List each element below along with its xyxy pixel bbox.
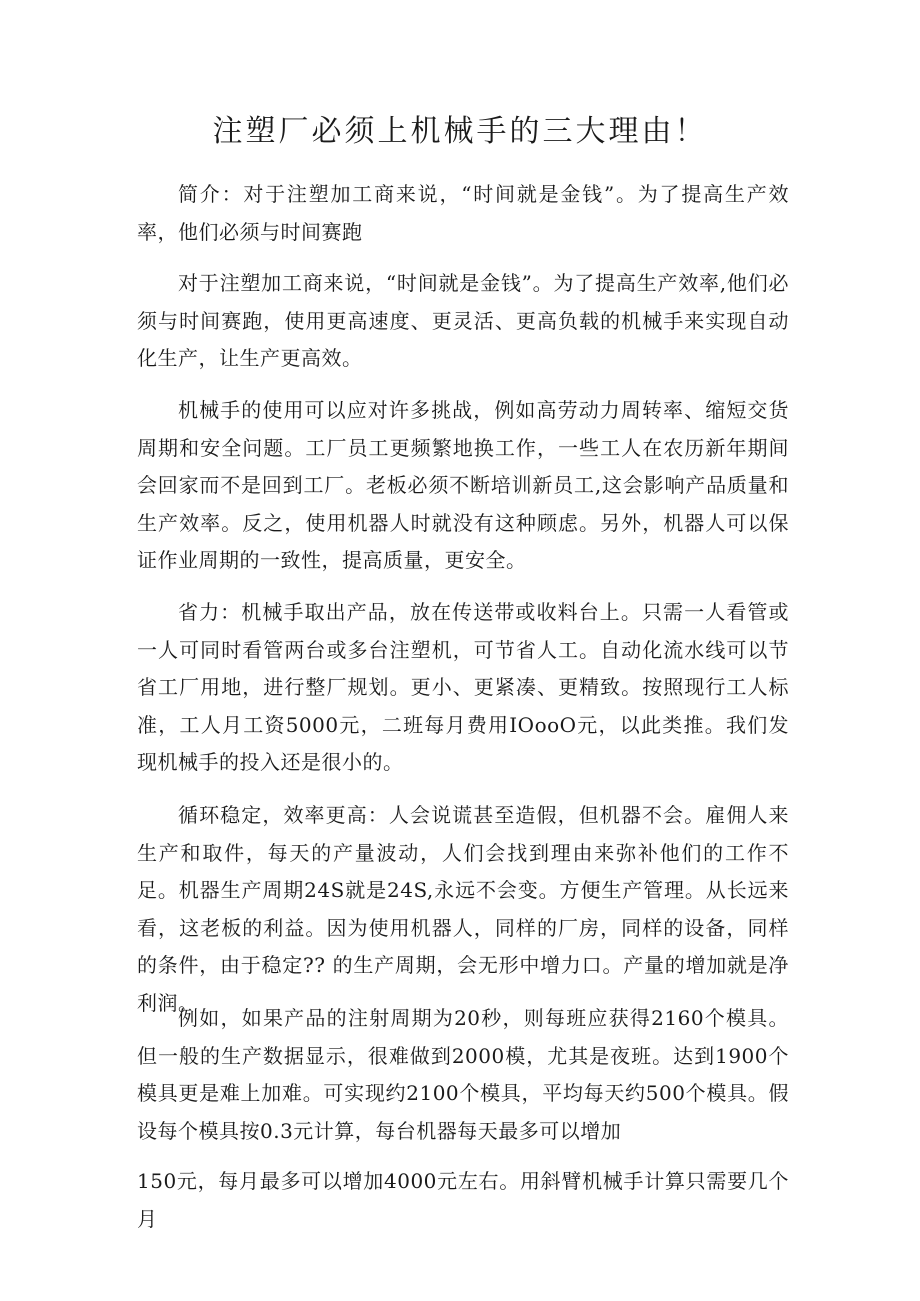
paragraph-labor-saving: 省力：机械手取出产品，放在传送带或收料台上。只需一人看管或一人可同时看管两台或多台注塑机，可节省人工。自动化流水线可以节省工厂用地，进行整厂规划。更小、更紧凑、更精致。按照现行工人标准，工人月工资5000元，二班每月费用IOooO元，以此类推。我们发现机械手的投入还是很小的。 bbox=[137, 600, 789, 774]
paragraph-challenges: 机械手的使用可以应对许多挑战，例如高劳动力周转率、缩短交货周期和安全问题。工厂员工更频繁地换工作，一些工人在农历新年期间会回家而不是回到工厂。老板必须不断培训新员工,这会影响产品质量和生产效率。反之，使用机器人时就没有这种顾虑。另外，机器人可以保证作业周期的一致性，提高质量，更安全。 bbox=[137, 398, 789, 572]
paragraph-stable-cycle: 循环稳定，效率更高：人会说谎甚至造假，但机器不会。雇佣人来生产和取件，每天的产量波动，人们会找到理由来弥补他们的工作不足。机器生产周期24S就是24S,永远不会变。方便生产管理。从长远来看，这老板的利益。因为使用机器人，同样的厂房，同样的设备，同样的条件，由于稳定?? 的生产周期，会无形中增力口。产量的增加就是净利润。 bbox=[137, 803, 789, 1015]
intro-paragraph: 简介：对于注塑加工商来说，“时间就是金钱”。为了提高生产效率，他们必须与时间赛跑 bbox=[137, 182, 789, 244]
paragraph-time-is-money: 对于注塑加工商来说，“时间就是金钱”。为了提高生产效率,他们必须与时间赛跑，使用更高速度、更灵活、更高负载的机械手来实现自动化生产，让生产更高效。 bbox=[137, 271, 789, 370]
paragraph-continuation: 150元，每月最多可以增加4000元左右。用斜臂机械手计算只需要几个月 bbox=[137, 1169, 789, 1231]
paragraph-example: 例如，如果产品的注射周期为20秒，则每班应获得2160个模具。但一般的生产数据显示，很难做到2000模，尤其是夜班。达到1900个模具更是难上加难。可实现约2100个模具，平均每天约500个模具。假设每个模具按0.3元计算，每台机器每天最多可以增加 bbox=[137, 1006, 789, 1143]
document-title: 注塑厂必须上机械手的三大理由！ bbox=[212, 114, 708, 149]
